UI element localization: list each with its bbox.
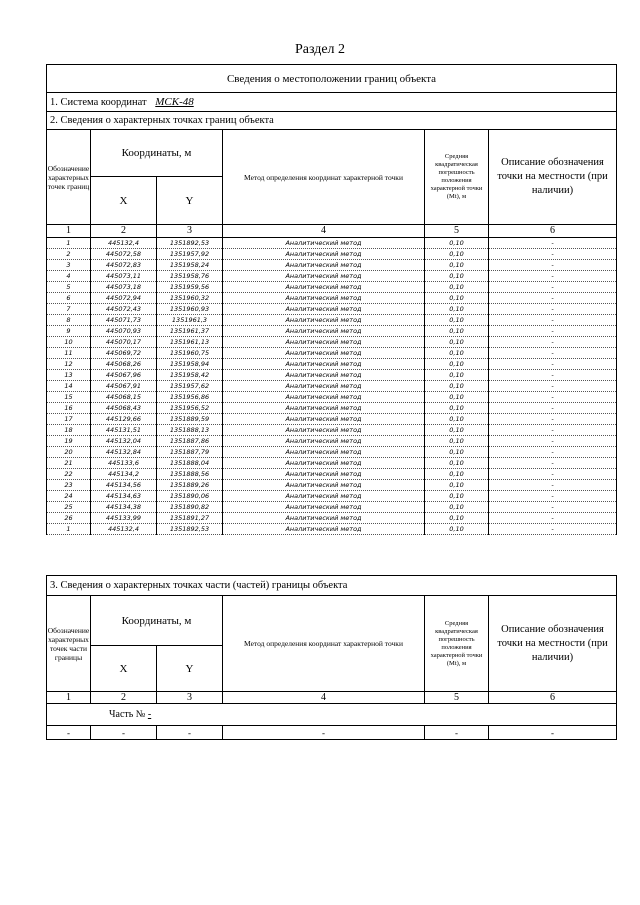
- precision-cell: 0,10: [425, 326, 489, 337]
- y-coordinate: 1351891,27: [157, 513, 223, 524]
- column-number: 5: [425, 225, 489, 238]
- point-number: 13: [47, 370, 91, 381]
- description-cell: -: [489, 293, 617, 304]
- y-coordinate: 1351957,62: [157, 381, 223, 392]
- part-point-label-header: Обозначение характерных точек части границы: [47, 596, 91, 692]
- part-number: -: [147, 709, 152, 720]
- y-coordinate: 1351959,56: [157, 282, 223, 293]
- description-cell: -: [489, 524, 617, 535]
- precision-cell: 0,10: [425, 337, 489, 348]
- x-coordinate: 445069,72: [91, 348, 157, 359]
- method-cell: Аналитический метод: [223, 480, 425, 491]
- x-header: X: [91, 177, 157, 225]
- x-coordinate: 445132,04: [91, 436, 157, 447]
- precision-cell: 0,10: [425, 447, 489, 458]
- precision-cell: 0,10: [425, 458, 489, 469]
- page-title: Раздел 2: [294, 42, 346, 57]
- part-column-number: 5: [425, 692, 489, 704]
- precision-cell: 0,10: [425, 249, 489, 260]
- y-header: Y: [157, 177, 223, 225]
- description-cell: -: [489, 469, 617, 480]
- table-row: [47, 436, 617, 447]
- description-cell: -: [489, 425, 617, 436]
- method-cell: Аналитический метод: [223, 425, 425, 436]
- table-row: [47, 381, 617, 392]
- part-cell: -: [223, 726, 425, 740]
- part-x-header: X: [91, 646, 157, 692]
- point-number: 22: [47, 469, 91, 480]
- method-cell: Аналитический метод: [223, 502, 425, 513]
- point-number: 6: [47, 293, 91, 304]
- method-cell: Аналитический метод: [223, 315, 425, 326]
- precision-cell: 0,10: [425, 436, 489, 447]
- part-points-table: [46, 575, 617, 740]
- y-coordinate: 1351960,75: [157, 348, 223, 359]
- method-cell: Аналитический метод: [223, 524, 425, 535]
- precision-cell: 0,10: [425, 392, 489, 403]
- point-number: 12: [47, 359, 91, 370]
- point-number: 8: [47, 315, 91, 326]
- table-row: [47, 337, 617, 348]
- precision-cell: 0,10: [425, 304, 489, 315]
- y-coordinate: 1351961,13: [157, 337, 223, 348]
- y-coordinate: 1351887,86: [157, 436, 223, 447]
- y-coordinate: 1351958,24: [157, 260, 223, 271]
- x-coordinate: 445134,63: [91, 491, 157, 502]
- point-number: 1: [47, 524, 91, 535]
- y-coordinate: 1351960,93: [157, 304, 223, 315]
- precision-cell: 0,10: [425, 491, 489, 502]
- x-coordinate: 445070,17: [91, 337, 157, 348]
- section3-label: 3. Сведения о характерных точках части (частей) границы объекта: [47, 576, 617, 596]
- part-method-header: Метод определения координат характерной точки: [223, 596, 425, 692]
- y-coordinate: 1351956,52: [157, 403, 223, 414]
- x-coordinate: 445070,93: [91, 326, 157, 337]
- method-cell: Аналитический метод: [223, 414, 425, 425]
- point-number: 25: [47, 502, 91, 513]
- precision-cell: 0,10: [425, 348, 489, 359]
- x-coordinate: 445129,66: [91, 414, 157, 425]
- point-number: 15: [47, 392, 91, 403]
- point-number: 10: [47, 337, 91, 348]
- table-row: [47, 392, 617, 403]
- method-cell: Аналитический метод: [223, 469, 425, 480]
- method-cell: Аналитический метод: [223, 491, 425, 502]
- y-coordinate: 1351890,06: [157, 491, 223, 502]
- x-coordinate: 445132,84: [91, 447, 157, 458]
- precision-cell: 0,10: [425, 282, 489, 293]
- boundary-points-table: [46, 64, 617, 535]
- x-coordinate: 445072,43: [91, 304, 157, 315]
- description-cell: -: [489, 238, 617, 249]
- description-cell: -: [489, 337, 617, 348]
- table-row: [47, 293, 617, 304]
- method-cell: Аналитический метод: [223, 271, 425, 282]
- column-number: 2: [91, 225, 157, 238]
- method-cell: Аналитический метод: [223, 381, 425, 392]
- coordinates-header: Координаты, м: [91, 130, 223, 177]
- column-number: 1: [47, 225, 91, 238]
- method-cell: Аналитический метод: [223, 447, 425, 458]
- point-number: 17: [47, 414, 91, 425]
- part-label: Часть №: [109, 709, 146, 720]
- x-coordinate: 445133,6: [91, 458, 157, 469]
- x-coordinate: 445072,83: [91, 260, 157, 271]
- precision-cell: 0,10: [425, 359, 489, 370]
- x-coordinate: 445072,94: [91, 293, 157, 304]
- description-cell: -: [489, 491, 617, 502]
- precision-cell: 0,10: [425, 238, 489, 249]
- y-coordinate: 1351960,32: [157, 293, 223, 304]
- x-coordinate: 445131,51: [91, 425, 157, 436]
- description-cell: -: [489, 315, 617, 326]
- table-row: [47, 271, 617, 282]
- point-number: 9: [47, 326, 91, 337]
- point-number: 1: [47, 238, 91, 249]
- point-number: 21: [47, 458, 91, 469]
- description-cell: -: [489, 436, 617, 447]
- point-number: 26: [47, 513, 91, 524]
- y-coordinate: 1351887,79: [157, 447, 223, 458]
- table-row: [47, 238, 617, 249]
- y-coordinate: 1351958,42: [157, 370, 223, 381]
- part-precision-header: Средняя квадратическая погрешность положения характерной точки (Mt), м: [425, 596, 489, 692]
- method-cell: Аналитический метод: [223, 403, 425, 414]
- x-coordinate: 445068,15: [91, 392, 157, 403]
- description-cell: -: [489, 260, 617, 271]
- table-row: [47, 282, 617, 293]
- point-number: 23: [47, 480, 91, 491]
- table-row: [47, 491, 617, 502]
- description-cell: -: [489, 282, 617, 293]
- x-coordinate: 445134,56: [91, 480, 157, 491]
- y-coordinate: 1351888,56: [157, 469, 223, 480]
- description-cell: -: [489, 381, 617, 392]
- description-cell: -: [489, 304, 617, 315]
- description-cell: -: [489, 392, 617, 403]
- precision-cell: 0,10: [425, 425, 489, 436]
- point-number: 5: [47, 282, 91, 293]
- table-row: [47, 469, 617, 480]
- method-cell: Аналитический метод: [223, 293, 425, 304]
- x-coordinate: 445068,43: [91, 403, 157, 414]
- method-cell: Аналитический метод: [223, 326, 425, 337]
- precision-cell: 0,10: [425, 403, 489, 414]
- table-row: [47, 403, 617, 414]
- table-row: [47, 425, 617, 436]
- table-row: [47, 304, 617, 315]
- description-header: Описание обозначения точки на местности (при наличии): [489, 130, 617, 225]
- precision-header: Средняя квадратическая погрешность положения характерной точки (Mt), м: [425, 130, 489, 225]
- x-coordinate: 445068,26: [91, 359, 157, 370]
- y-coordinate: 1351961,37: [157, 326, 223, 337]
- point-number: 3: [47, 260, 91, 271]
- point-label-header: Обозначение характерных точек границ: [47, 130, 91, 225]
- column-number: 3: [157, 225, 223, 238]
- y-coordinate: 1351889,26: [157, 480, 223, 491]
- method-cell: Аналитический метод: [223, 513, 425, 524]
- description-cell: -: [489, 447, 617, 458]
- x-coordinate: 445132,4: [91, 524, 157, 535]
- y-coordinate: 1351892,53: [157, 238, 223, 249]
- method-cell: Аналитический метод: [223, 260, 425, 271]
- method-cell: Аналитический метод: [223, 249, 425, 260]
- part-coordinates-header: Координаты, м: [91, 596, 223, 646]
- x-coordinate: 445073,18: [91, 282, 157, 293]
- part-cell: -: [425, 726, 489, 740]
- y-coordinate: 1351956,86: [157, 392, 223, 403]
- table-row: [47, 370, 617, 381]
- part-column-number: 3: [157, 692, 223, 704]
- part-cell: -: [157, 726, 223, 740]
- document-header: Сведения о местоположении границ объекта: [47, 65, 617, 93]
- description-cell: -: [489, 348, 617, 359]
- x-coordinate: 445072,58: [91, 249, 157, 260]
- description-cell: -: [489, 480, 617, 491]
- table-row: [47, 458, 617, 469]
- x-coordinate: 445073,11: [91, 271, 157, 282]
- point-number: 20: [47, 447, 91, 458]
- description-cell: -: [489, 271, 617, 282]
- table-row: [47, 447, 617, 458]
- column-number: 4: [223, 225, 425, 238]
- table-row: [47, 348, 617, 359]
- y-coordinate: 1351890,82: [157, 502, 223, 513]
- y-coordinate: 1351888,13: [157, 425, 223, 436]
- precision-cell: 0,10: [425, 315, 489, 326]
- description-cell: -: [489, 414, 617, 425]
- description-cell: -: [489, 326, 617, 337]
- point-number: 4: [47, 271, 91, 282]
- part-column-number: 2: [91, 692, 157, 704]
- part-label-row: [47, 704, 617, 726]
- method-cell: Аналитический метод: [223, 392, 425, 403]
- x-coordinate: 445067,91: [91, 381, 157, 392]
- table-row: [47, 315, 617, 326]
- part-column-number: 4: [223, 692, 425, 704]
- x-coordinate: 445134,38: [91, 502, 157, 513]
- point-number: 14: [47, 381, 91, 392]
- table-row: [47, 414, 617, 425]
- point-number: 7: [47, 304, 91, 315]
- precision-cell: 0,10: [425, 513, 489, 524]
- method-cell: Аналитический метод: [223, 337, 425, 348]
- precision-cell: 0,10: [425, 271, 489, 282]
- point-number: 2: [47, 249, 91, 260]
- part-cell: -: [489, 726, 617, 740]
- method-cell: Аналитический метод: [223, 359, 425, 370]
- method-header: Метод определения координат характерной точки: [223, 130, 425, 225]
- table-row: [47, 326, 617, 337]
- description-cell: -: [489, 403, 617, 414]
- description-cell: -: [489, 249, 617, 260]
- precision-cell: 0,10: [425, 260, 489, 271]
- x-coordinate: 445133,99: [91, 513, 157, 524]
- y-coordinate: 1351958,94: [157, 359, 223, 370]
- x-coordinate: 445067,96: [91, 370, 157, 381]
- table-row: [47, 249, 617, 260]
- precision-cell: 0,10: [425, 381, 489, 392]
- part-y-header: Y: [157, 646, 223, 692]
- precision-cell: 0,10: [425, 524, 489, 535]
- precision-cell: 0,10: [425, 480, 489, 491]
- precision-cell: 0,10: [425, 469, 489, 480]
- y-coordinate: 1351889,59: [157, 414, 223, 425]
- description-cell: -: [489, 370, 617, 381]
- description-cell: -: [489, 359, 617, 370]
- description-cell: -: [489, 513, 617, 524]
- y-coordinate: 1351958,76: [157, 271, 223, 282]
- y-coordinate: 1351892,53: [157, 524, 223, 535]
- point-number: 11: [47, 348, 91, 359]
- precision-cell: 0,10: [425, 293, 489, 304]
- point-number: 24: [47, 491, 91, 502]
- points-body: [47, 238, 617, 535]
- section1-label: 1. Система координат: [50, 97, 147, 108]
- x-coordinate: 445071,73: [91, 315, 157, 326]
- y-coordinate: 1351888,04: [157, 458, 223, 469]
- table-row: [47, 502, 617, 513]
- part-cell: -: [47, 726, 91, 740]
- part-cell: -: [91, 726, 157, 740]
- method-cell: Аналитический метод: [223, 348, 425, 359]
- table-row: [47, 260, 617, 271]
- coordinate-system-value: МСК-48: [155, 96, 194, 108]
- column-number: 6: [489, 225, 617, 238]
- method-cell: Аналитический метод: [223, 458, 425, 469]
- method-cell: Аналитический метод: [223, 436, 425, 447]
- method-cell: Аналитический метод: [223, 282, 425, 293]
- precision-cell: 0,10: [425, 370, 489, 381]
- method-cell: Аналитический метод: [223, 238, 425, 249]
- description-cell: -: [489, 502, 617, 513]
- x-coordinate: 445134,2: [91, 469, 157, 480]
- x-coordinate: 445132,4: [91, 238, 157, 249]
- y-coordinate: 1351957,92: [157, 249, 223, 260]
- y-coordinate: 1351961,3: [157, 315, 223, 326]
- description-cell: -: [489, 458, 617, 469]
- part-column-number: 6: [489, 692, 617, 704]
- part-column-number: 1: [47, 692, 91, 704]
- precision-cell: 0,10: [425, 502, 489, 513]
- table-row: [47, 524, 617, 535]
- section1-row: [47, 93, 617, 112]
- method-cell: Аналитический метод: [223, 304, 425, 315]
- table-row: [47, 480, 617, 491]
- table-row: [47, 359, 617, 370]
- point-number: 18: [47, 425, 91, 436]
- part-description-header: Описание обозначения точки на местности (при наличии): [489, 596, 617, 692]
- section2-label: 2. Сведения о характерных точках границ объекта: [47, 112, 617, 130]
- point-number: 16: [47, 403, 91, 414]
- precision-cell: 0,10: [425, 414, 489, 425]
- table-row: [47, 513, 617, 524]
- method-cell: Аналитический метод: [223, 370, 425, 381]
- point-number: 19: [47, 436, 91, 447]
